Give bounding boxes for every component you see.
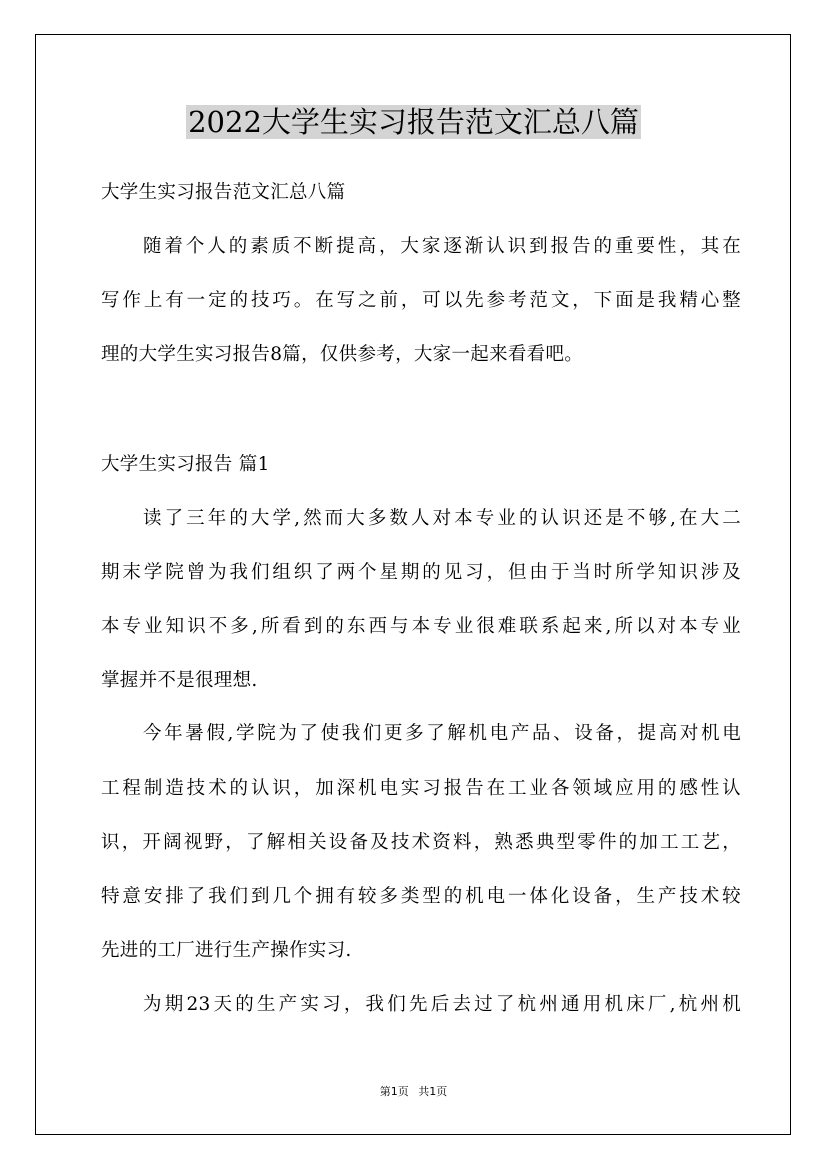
document-subtitle: 大学生实习报告范文汇总八篇	[101, 182, 346, 203]
page-total: 共1页	[418, 1085, 448, 1098]
para1-line-3: 本专业知识不多,所看到的东西与本专业很难联系起来,所以对本专业	[101, 616, 741, 637]
section-heading: 大学生实习报告 篇1	[101, 454, 270, 475]
intro-line-1: 随着个人的素质不断提高，大家逐渐认识到报告的重要性，其在	[143, 236, 741, 257]
para2-line-2: 工程制造技术的认识，加深机电实习报告在工业各领域应用的感性认	[101, 778, 741, 799]
page-footer	[0, 1083, 827, 1099]
para2-line-1: 今年暑假,学院为了使我们更多了解机电产品、设备，提高对机电	[143, 723, 741, 744]
intro-line-2: 写作上有一定的技巧。在写之前，可以先参考范文，下面是我精心整	[101, 290, 741, 311]
para1-line-4: 掌握并不是很理想.	[101, 670, 258, 691]
intro-line-3: 理的大学生实习报告8篇，仅供参考，大家一起来看看吧。	[101, 344, 584, 365]
para2-line-4: 特意安排了我们到几个拥有较多类型的机电一体化设备，生产技术较	[101, 886, 741, 907]
page-number: 第1页	[379, 1085, 409, 1098]
para1-line-2: 期末学院曾为我们组织了两个星期的见习，但由于当时所学知识涉及	[101, 562, 741, 583]
para3-line-1: 为期23天的生产实习，我们先后去过了杭州通用机床厂,杭州机	[143, 994, 741, 1015]
para2-line-3: 识，开阔视野，了解相关设备及技术资料，熟悉典型零件的加工工艺，	[101, 832, 741, 853]
document-title	[0, 100, 827, 144]
para1-line-1: 读了三年的大学,然而大多数人对本专业的认识还是不够,在大二	[143, 508, 741, 529]
document-title-text: 2022大学生实习报告范文汇总八篇	[188, 105, 639, 139]
para2-line-5: 先进的工厂进行生产操作实习.	[101, 940, 352, 961]
